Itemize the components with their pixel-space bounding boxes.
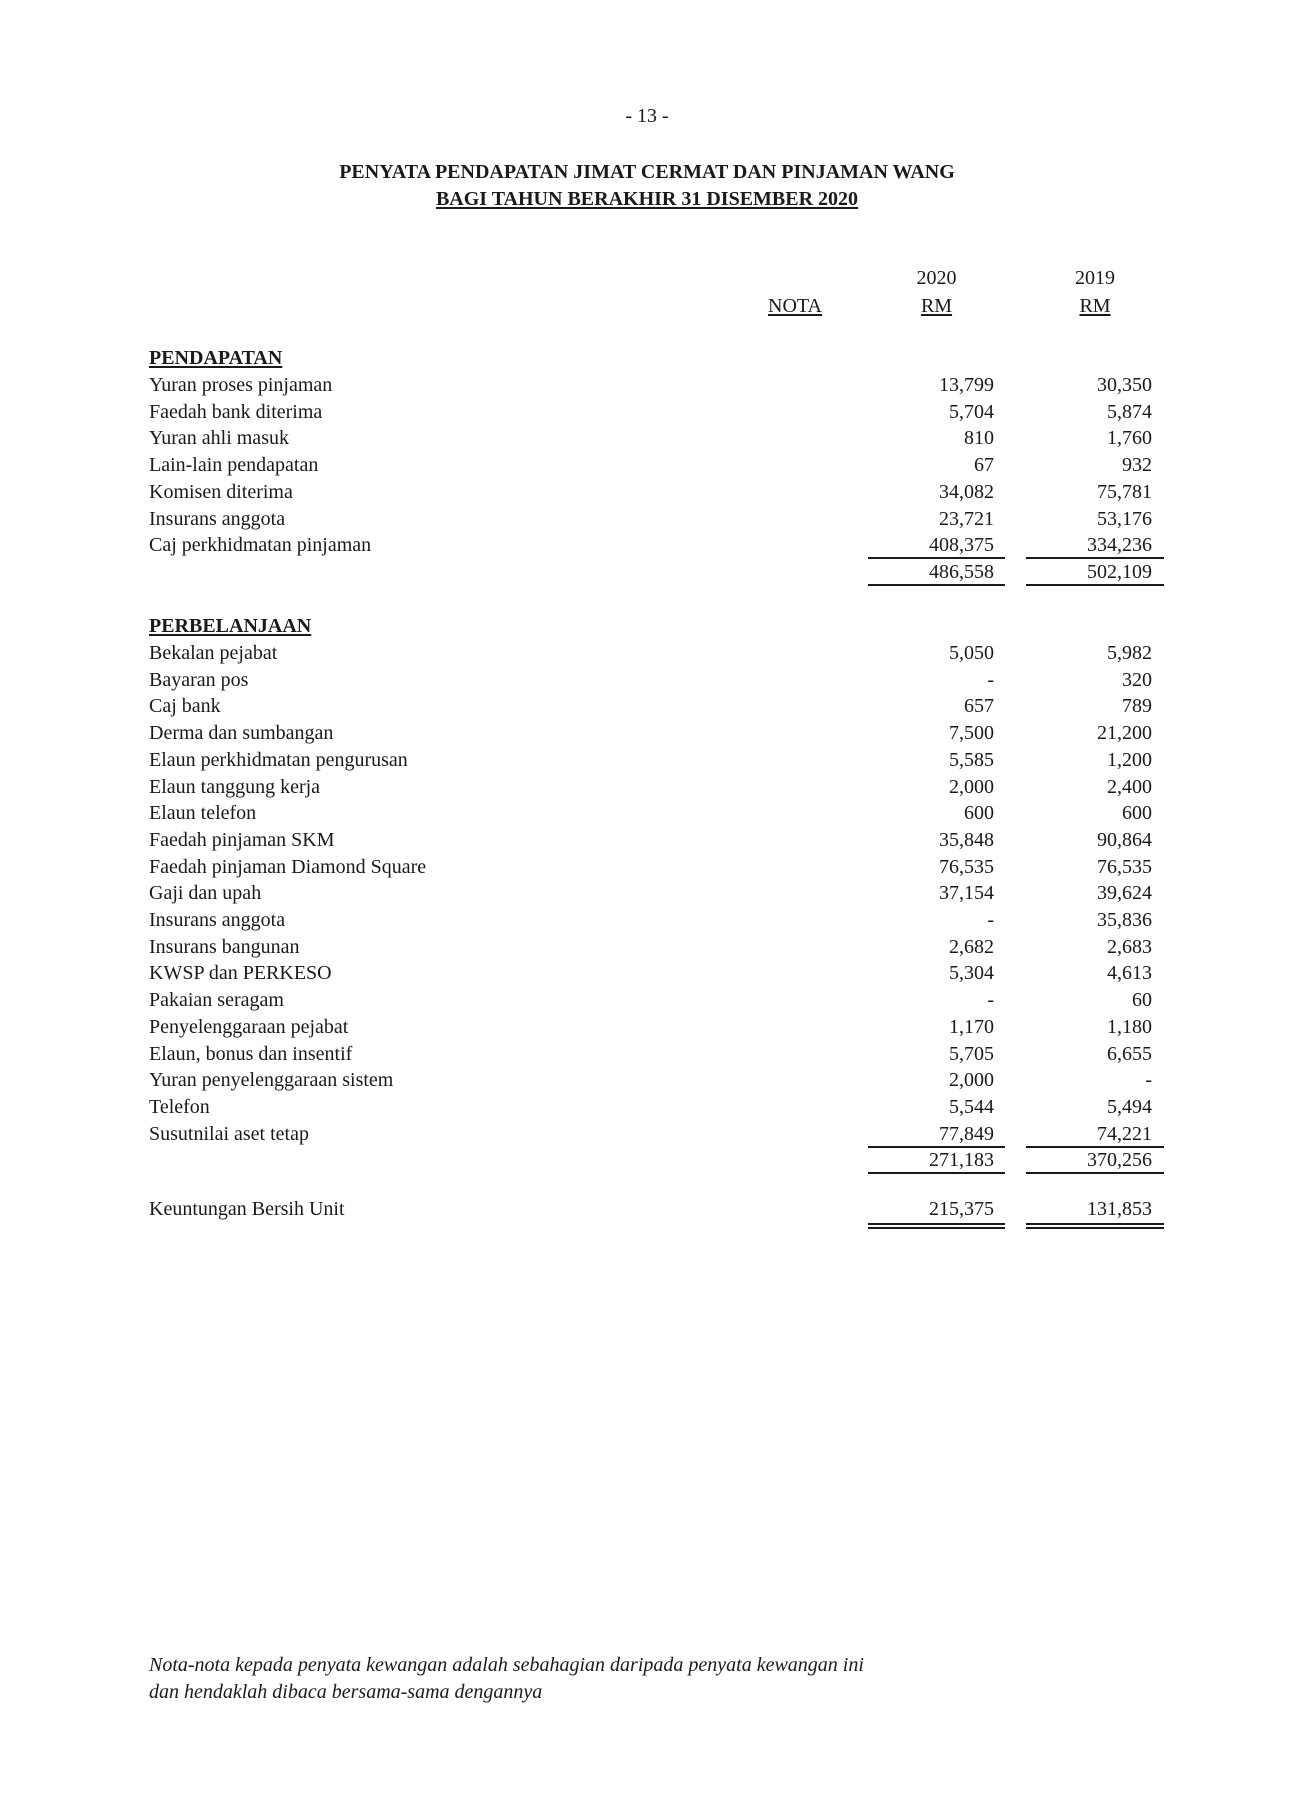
total-2020: 486,558 [929, 560, 994, 583]
row-value-2019: 74,221 [1097, 1122, 1152, 1145]
row-value-2019: 320 [1122, 668, 1152, 691]
row-label: Bekalan pejabat [149, 642, 278, 664]
total-rule-2020 [868, 1172, 1005, 1174]
row-value-2019: - [1145, 1069, 1152, 1092]
row-value-2019: 6,655 [1107, 1042, 1152, 1065]
row-value-2019: 1,180 [1107, 1015, 1152, 1038]
row-value-2020: 5,304 [949, 962, 994, 985]
page-number: - 13 - [625, 105, 669, 127]
row-value-2020: 35,848 [939, 828, 994, 851]
row-label: Telefon [149, 1095, 210, 1118]
row-value-2019: 2,400 [1107, 775, 1152, 798]
row-value-2019: 75,781 [1097, 480, 1152, 503]
row-label: Caj bank [149, 695, 221, 718]
row-label: Komisen diterima [149, 480, 293, 503]
row-value-2019: 5,982 [1107, 642, 1152, 664]
footer-note-line1: Nota-nota kepada penyata kewangan adalah sebahagian daripada penyata kewangan ini [149, 1654, 864, 1676]
row-label: Lain-lain pendapatan [149, 454, 319, 477]
column-nota: NOTA [768, 295, 822, 317]
total-rule-2019 [1026, 584, 1164, 586]
row-label: Insurans anggota [149, 507, 286, 530]
statement-title: PENYATA PENDAPATAN JIMAT CERMAT DAN PINJAMAN WANG [339, 161, 955, 183]
double-rule-2020 [868, 1223, 1005, 1229]
row-label: Elaun, bonus dan insentif [149, 1042, 353, 1065]
row-value-2019: 76,535 [1097, 855, 1152, 878]
column-year-2019: 2019 [1075, 267, 1115, 289]
row-label: Susutnilai aset tetap [149, 1122, 309, 1145]
row-value-2020: 5,585 [949, 748, 994, 771]
row-label: Insurans anggota [149, 909, 286, 931]
row-value-2020: 600 [964, 802, 994, 825]
statement-subtitle: BAGI TAHUN BERAKHIR 31 DISEMBER 2020 [435, 188, 859, 210]
row-label: Gaji dan upah [149, 882, 262, 905]
row-value-2019: 1,200 [1107, 748, 1152, 771]
row-value-2019: 334,236 [1087, 534, 1152, 557]
row-value-2020: 7,500 [949, 722, 994, 745]
total-2019: 370,256 [1087, 1149, 1152, 1172]
row-value-2020: 5,050 [949, 642, 994, 664]
row-value-2019: 53,176 [1097, 507, 1152, 530]
row-label: Pakaian seragam [149, 989, 284, 1012]
row-value-2019: 1,760 [1107, 427, 1152, 450]
row-value-2020: 2,682 [949, 935, 994, 958]
row-value-2020: - [987, 989, 994, 1012]
row-label: Faedah bank diterima [149, 400, 323, 423]
row-value-2019: 5,494 [1107, 1095, 1152, 1118]
row-label: Faedah pinjaman SKM [149, 828, 335, 851]
total-2019: 502,109 [1087, 560, 1152, 583]
row-label: Caj perkhidmatan pinjaman [149, 534, 372, 557]
total-rule-2020 [868, 584, 1005, 586]
net-profit-label: Keuntungan Bersih Unit [149, 1198, 345, 1220]
subtotal-rule-2019 [1026, 557, 1164, 559]
row-label: Yuran ahli masuk [149, 427, 289, 450]
expense-heading: PERBELANJAAN [149, 615, 312, 637]
row-value-2020: 2,000 [949, 775, 994, 798]
row-value-2020: 408,375 [929, 534, 994, 557]
row-label: Penyelenggaraan pejabat [149, 1015, 349, 1038]
row-label: Elaun telefon [149, 802, 257, 825]
row-label: Bayaran pos [149, 668, 249, 691]
column-currency-2020: RM [920, 295, 953, 317]
row-value-2020: 76,535 [939, 855, 994, 878]
row-label: KWSP dan PERKESO [149, 962, 332, 985]
row-label: Elaun tanggung kerja [149, 775, 321, 798]
income-heading: PENDAPATAN [149, 347, 283, 369]
row-value-2019: 30,350 [1097, 374, 1152, 396]
row-value-2020: - [987, 909, 994, 931]
subtotal-rule-2019 [1026, 1146, 1164, 1148]
row-value-2020: 23,721 [939, 507, 994, 530]
row-value-2020: - [987, 668, 994, 691]
row-value-2020: 67 [974, 454, 994, 477]
row-label: Insurans bangunan [149, 935, 300, 958]
row-value-2019: 5,874 [1107, 400, 1152, 423]
row-value-2020: 5,705 [949, 1042, 994, 1065]
total-2020: 271,183 [929, 1149, 994, 1172]
row-value-2020: 13,799 [939, 374, 994, 396]
row-value-2019: 21,200 [1097, 722, 1152, 745]
row-value-2019: 4,613 [1107, 962, 1152, 985]
row-value-2020: 77,849 [939, 1122, 994, 1145]
row-value-2019: 2,683 [1107, 935, 1152, 958]
row-value-2020: 5,704 [949, 400, 994, 423]
row-value-2020: 34,082 [939, 480, 994, 503]
row-value-2019: 932 [1122, 454, 1152, 477]
row-value-2019: 39,624 [1097, 882, 1152, 905]
total-rule-2019 [1026, 1172, 1164, 1174]
row-label: Elaun perkhidmatan pengurusan [149, 748, 408, 771]
row-value-2019: 789 [1122, 695, 1152, 718]
net-profit-2019: 131,853 [1087, 1198, 1152, 1220]
row-value-2020: 810 [964, 427, 994, 450]
row-value-2020: 5,544 [949, 1095, 994, 1118]
row-value-2019: 60 [1132, 989, 1152, 1012]
footer-note-line2: dan hendaklah dibaca bersama-sama dengannya [149, 1681, 543, 1703]
row-label: Yuran proses pinjaman [149, 374, 333, 396]
row-label: Faedah pinjaman Diamond Square [149, 855, 427, 878]
row-value-2019: 90,864 [1097, 828, 1152, 851]
row-label: Yuran penyelenggaraan sistem [149, 1069, 394, 1092]
subtotal-rule-2020 [868, 1146, 1005, 1148]
row-value-2019: 600 [1122, 802, 1152, 825]
row-value-2020: 37,154 [939, 882, 994, 905]
column-year-2020: 2020 [916, 267, 957, 289]
net-profit-2020: 215,375 [929, 1198, 994, 1220]
double-rule-2019 [1026, 1223, 1164, 1229]
row-label: Derma dan sumbangan [149, 722, 334, 745]
row-value-2020: 657 [964, 695, 994, 718]
row-value-2020: 2,000 [949, 1069, 994, 1092]
row-value-2019: 35,836 [1097, 909, 1152, 931]
column-currency-2019: RM [1079, 295, 1111, 317]
row-value-2020: 1,170 [949, 1015, 994, 1038]
subtotal-rule-2020 [868, 557, 1005, 559]
